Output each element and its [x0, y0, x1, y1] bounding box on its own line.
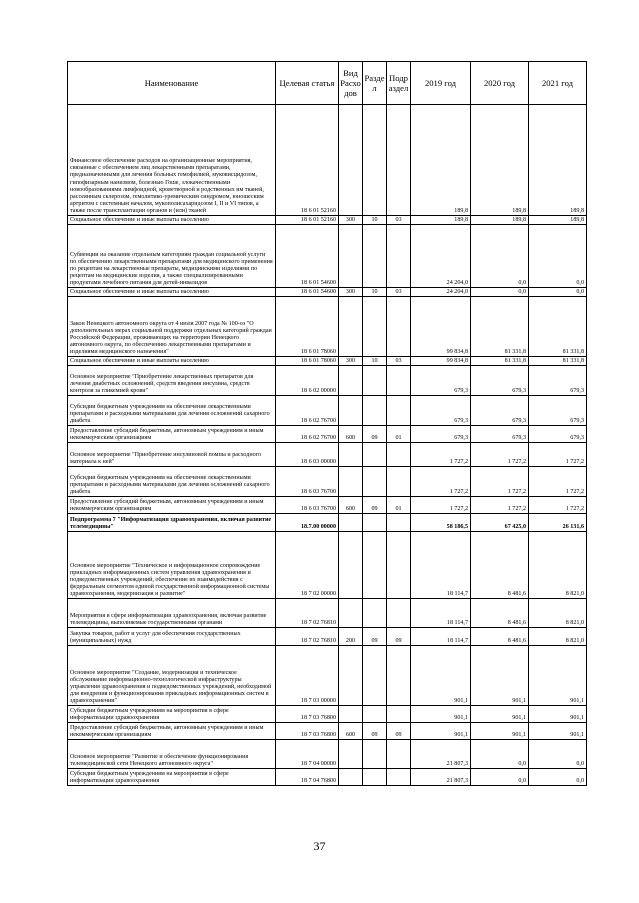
- table-row: [68, 467, 587, 497]
- cell-2021: 0,0: [529, 740, 587, 769]
- table-row: [68, 443, 587, 467]
- cell-name: Финансовое обеспечение расходов на организационные мероприятия, связанные с обеспечением лиц лекарственными препаратами, предназначенными для лечения больных гемофилией, муковисцидозом, гипофизарным нанизмом, болезнью Гоше, злокачественными новообразованиями лимфоидной, кроветворной и родственных им тканей, рассеянным склерозом, гемолитико-уремическим синдромом, юношеским артритом с системным началом, мукополисахаридозом I, II и VI типов, а также после трансплантации органов и (или) тканей: [68, 105, 276, 216]
- cell-expense-type: [339, 514, 363, 532]
- cell-section: [363, 297, 387, 357]
- table-body: [68, 105, 587, 786]
- cell-name: Подпрограмма 7 "Информатизация здравоохранения, включая развитие телемедицины": [68, 514, 276, 532]
- table-row: [68, 723, 587, 740]
- cell-section: [363, 706, 387, 723]
- cell-target-article: 18 6 01 78060: [276, 357, 339, 366]
- cell-section: [363, 467, 387, 497]
- table-row: [68, 225, 587, 288]
- cell-2021: 8 821,0: [529, 599, 587, 628]
- cell-name: Основное мероприятие "Создание, модернизация и техническое обслуживание информационно-технологической инфраструктуры управления здравоохранения и подведомственных учреждений, необходимой для внедрения и функционирования прикладных информационных систем в здравоохранении": [68, 646, 276, 706]
- header-expense-type: Вид Расхо дов: [339, 62, 363, 105]
- cell-expense-type: 600: [339, 497, 363, 514]
- cell-subsection: [387, 514, 411, 532]
- cell-2021: 679,3: [529, 396, 587, 426]
- cell-expense-type: [339, 706, 363, 723]
- cell-name: Субсидии бюджетным учреждениям на мероприятия в сфере информатизации здравоохранения: [68, 769, 276, 786]
- cell-expense-type: [339, 769, 363, 786]
- cell-2021: 8 821,0: [529, 532, 587, 599]
- cell-2019: 21 807,3: [411, 769, 471, 786]
- cell-section: [363, 599, 387, 628]
- cell-expense-type: [339, 467, 363, 497]
- cell-2021: 189,8: [529, 216, 587, 225]
- cell-2019: 1 727,2: [411, 497, 471, 514]
- cell-2020: 901,1: [471, 706, 529, 723]
- cell-target-article: 18 7 02 76810: [276, 599, 339, 628]
- cell-expense-type: 300: [339, 288, 363, 297]
- table-row: [68, 297, 587, 357]
- cell-2020: 1 727,2: [471, 497, 529, 514]
- cell-target-article: 18 6 01 54600: [276, 288, 339, 297]
- cell-expense-type: 300: [339, 357, 363, 366]
- cell-2021: 189,8: [529, 105, 587, 216]
- cell-2020: 901,1: [471, 646, 529, 706]
- cell-subsection: 03: [387, 288, 411, 297]
- header-target-article: Целевая статья: [276, 62, 339, 105]
- table-row: [68, 105, 587, 216]
- cell-expense-type: [339, 740, 363, 769]
- cell-2019: 679,3: [411, 426, 471, 443]
- cell-expense-type: [339, 297, 363, 357]
- cell-subsection: 09: [387, 723, 411, 740]
- cell-2020: 81 331,8: [471, 357, 529, 366]
- table-row: [68, 628, 587, 646]
- cell-2019: 58 186,5: [411, 514, 471, 532]
- cell-subsection: [387, 599, 411, 628]
- cell-expense-type: [339, 646, 363, 706]
- cell-target-article: 18 6 02 76700: [276, 396, 339, 426]
- cell-section: [363, 532, 387, 599]
- cell-name: Основное мероприятие "Техническое и информационное сопровождение прикладных информационных систем управления здравоохранения и подведомственных учреждений, обеспечение их взаимодействия с федеральным сегментом единой государственной информационной системы здравоохранения, модернизация и развитие": [68, 532, 276, 599]
- table-row: [68, 288, 587, 297]
- table-row: [68, 646, 587, 706]
- cell-subsection: [387, 740, 411, 769]
- cell-section: 10: [363, 357, 387, 366]
- cell-2019: 679,3: [411, 366, 471, 396]
- cell-2019: 21 807,3: [411, 740, 471, 769]
- cell-2019: 99 834,8: [411, 357, 471, 366]
- cell-section: 10: [363, 216, 387, 225]
- cell-section: 09: [363, 723, 387, 740]
- cell-2020: 901,1: [471, 723, 529, 740]
- cell-2021: 901,1: [529, 646, 587, 706]
- cell-name: Социальное обеспечение и иные выплаты населению: [68, 216, 276, 225]
- cell-target-article: 18 7 02 76810: [276, 628, 339, 646]
- header-subsection: Подр аздел: [387, 62, 411, 105]
- cell-2019: 24 204,0: [411, 288, 471, 297]
- cell-section: 10: [363, 288, 387, 297]
- cell-target-article: 18 7 02 00000: [276, 532, 339, 599]
- cell-subsection: [387, 297, 411, 357]
- cell-2021: 0,0: [529, 769, 587, 786]
- cell-section: [363, 396, 387, 426]
- cell-2020: 1 727,2: [471, 467, 529, 497]
- cell-subsection: [387, 706, 411, 723]
- cell-subsection: [387, 105, 411, 216]
- table-row: [68, 599, 587, 628]
- cell-2020: 189,8: [471, 216, 529, 225]
- cell-2019: 189,8: [411, 105, 471, 216]
- cell-name: Субсидии бюджетным учреждениям на обеспечение лекарственными препаратами и расходными материалами для лечения осложнений сахарного диабета: [68, 467, 276, 497]
- cell-2020: 8 481,6: [471, 532, 529, 599]
- cell-subsection: 09: [387, 628, 411, 646]
- cell-2020: 0,0: [471, 288, 529, 297]
- cell-subsection: [387, 769, 411, 786]
- cell-2019: 901,1: [411, 723, 471, 740]
- cell-section: [363, 443, 387, 467]
- cell-name: Мероприятия в сфере информатизации здравоохранения, включая развитие телемедицины, выполняемые государственными органами: [68, 599, 276, 628]
- cell-expense-type: [339, 396, 363, 426]
- cell-name: Субсидии бюджетным учреждениям на обеспечение лекарственными препаратами и расходными материалами для лечения осложнений сахарного диабета: [68, 396, 276, 426]
- cell-section: [363, 366, 387, 396]
- page-number: 37: [313, 839, 326, 853]
- cell-subsection: [387, 532, 411, 599]
- cell-target-article: 18 6 03 00000: [276, 443, 339, 467]
- table-row: [68, 396, 587, 426]
- cell-target-article: 18 6 01 52160: [276, 216, 339, 225]
- budget-table: [67, 61, 587, 786]
- cell-target-article: 18 6 01 54600: [276, 225, 339, 288]
- cell-name: Основное мероприятие "Развитие и обеспечение функционирования телемедицинской сети Ненецкого автономного округа": [68, 740, 276, 769]
- cell-subsection: 01: [387, 497, 411, 514]
- cell-2019: 99 834,8: [411, 297, 471, 357]
- table-row: [68, 514, 587, 532]
- table-row: [68, 497, 587, 514]
- cell-expense-type: 600: [339, 426, 363, 443]
- cell-expense-type: [339, 225, 363, 288]
- cell-2021: 901,1: [529, 723, 587, 740]
- header-section: Разде л: [363, 62, 387, 105]
- cell-2021: 81 331,8: [529, 357, 587, 366]
- table-row: [68, 532, 587, 599]
- cell-2019: 18 114,7: [411, 628, 471, 646]
- cell-subsection: 03: [387, 216, 411, 225]
- cell-section: [363, 514, 387, 532]
- cell-2021: 0,0: [529, 225, 587, 288]
- cell-name: Закон Ненецкого автономного округа от 4 июля 2007 года № 100-оз "О дополнительных мерах социальной поддержки отдельных категорий граждан Российской Федерации, проживающих на территории Ненецкого автономного округа, по обеспечению лекарственными препаратами и изделиями медицинского назначения": [68, 297, 276, 357]
- cell-2021: 679,3: [529, 426, 587, 443]
- cell-section: 09: [363, 628, 387, 646]
- cell-expense-type: 200: [339, 628, 363, 646]
- table-row: [68, 357, 587, 366]
- cell-section: 09: [363, 497, 387, 514]
- cell-2019: 1 727,2: [411, 443, 471, 467]
- table-row: [68, 366, 587, 396]
- cell-2021: 81 331,8: [529, 297, 587, 357]
- cell-subsection: [387, 443, 411, 467]
- cell-name: Социальное обеспечение и иные выплаты населению: [68, 357, 276, 366]
- cell-section: [363, 646, 387, 706]
- cell-target-article: 18 6 01 52160: [276, 105, 339, 216]
- cell-subsection: 01: [387, 426, 411, 443]
- cell-subsection: [387, 646, 411, 706]
- cell-section: [363, 769, 387, 786]
- cell-2019: 1 727,2: [411, 467, 471, 497]
- cell-2020: 1 727,2: [471, 443, 529, 467]
- cell-name: Субсидии бюджетным учреждениям на мероприятия в сфере информатизации здравоохранения: [68, 706, 276, 723]
- cell-section: [363, 105, 387, 216]
- cell-target-article: 18 7 03 76800: [276, 723, 339, 740]
- cell-expense-type: [339, 443, 363, 467]
- cell-2020: 679,3: [471, 396, 529, 426]
- cell-target-article: 18 6 03 76700: [276, 467, 339, 497]
- cell-expense-type: [339, 532, 363, 599]
- cell-subsection: [387, 396, 411, 426]
- cell-target-article: 18 6 01 78060: [276, 297, 339, 357]
- cell-2021: 679,3: [529, 366, 587, 396]
- cell-expense-type: [339, 366, 363, 396]
- cell-2020: 67 425,0: [471, 514, 529, 532]
- cell-target-article: 18 7 03 00000: [276, 646, 339, 706]
- cell-2020: 189,8: [471, 105, 529, 216]
- cell-2020: 8 481,6: [471, 628, 529, 646]
- cell-expense-type: 300: [339, 216, 363, 225]
- header-name: Наименование: [68, 62, 276, 105]
- cell-expense-type: [339, 105, 363, 216]
- cell-2020: 8 481,6: [471, 599, 529, 628]
- cell-target-article: 18 6 02 00000: [276, 366, 339, 396]
- cell-2020: 679,3: [471, 426, 529, 443]
- table-row: [68, 740, 587, 769]
- cell-2021: 1 727,2: [529, 467, 587, 497]
- cell-expense-type: [339, 599, 363, 628]
- cell-subsection: [387, 225, 411, 288]
- cell-2019: 901,1: [411, 706, 471, 723]
- cell-2019: 18 114,7: [411, 532, 471, 599]
- cell-target-article: 18 6 03 76700: [276, 497, 339, 514]
- cell-expense-type: 600: [339, 723, 363, 740]
- cell-2020: 0,0: [471, 740, 529, 769]
- cell-2021: 8 821,0: [529, 628, 587, 646]
- cell-name: Социальное обеспечение и иные выплаты населению: [68, 288, 276, 297]
- cell-target-article: 18 7 03 76800: [276, 706, 339, 723]
- header-year-2020: 2020 год: [471, 62, 529, 105]
- cell-section: [363, 225, 387, 288]
- cell-name: Основное мероприятие "Приобретение инсулиновой помпы и расходного материала к ней": [68, 443, 276, 467]
- table-row: [68, 426, 587, 443]
- cell-subsection: [387, 366, 411, 396]
- cell-target-article: 18 7 04 76800: [276, 769, 339, 786]
- cell-subsection: 03: [387, 357, 411, 366]
- cell-2021: 1 727,2: [529, 443, 587, 467]
- cell-2021: 0,0: [529, 288, 587, 297]
- cell-name: Закупка товаров, работ и услуг для обеспечения государственных (муниципальных) нужд: [68, 628, 276, 646]
- table-row: [68, 769, 587, 786]
- cell-target-article: 18.7.00 00000: [276, 514, 339, 532]
- cell-2021: 901,1: [529, 706, 587, 723]
- header-year-2019: 2019 год: [411, 62, 471, 105]
- cell-section: 09: [363, 426, 387, 443]
- cell-name: Субвенции на оказание отдельным категориям граждан социальной услуги по обеспечению лекарственными препаратами для медицинского применения по рецептам на лекарственные препараты, медицинскими изделиями по рецептам на медицинские изделия, а также специализированными продуктами лечебного питания для детей-инвалидов: [68, 225, 276, 288]
- table-row: [68, 706, 587, 723]
- cell-2019: 18 114,7: [411, 599, 471, 628]
- cell-2019: 189,8: [411, 216, 471, 225]
- cell-2020: 0,0: [471, 769, 529, 786]
- cell-2019: 679,3: [411, 396, 471, 426]
- cell-target-article: 18 6 02 76700: [276, 426, 339, 443]
- cell-name: Предоставление субсидий бюджетным, автономным учреждениям и иным некоммерческим организациям: [68, 723, 276, 740]
- cell-name: Основное мероприятие "Приобретение лекарственных препаратов для лечения диабетных осложнений, средств введения инсулина, средств контроля за гликемией крови": [68, 366, 276, 396]
- cell-subsection: [387, 467, 411, 497]
- cell-2020: 81 331,8: [471, 297, 529, 357]
- cell-2019: 24 204,0: [411, 225, 471, 288]
- cell-2020: 0,0: [471, 225, 529, 288]
- cell-2021: 1 727,2: [529, 497, 587, 514]
- header-row: [68, 62, 587, 105]
- cell-name: Предоставление субсидий бюджетным, автономным учреждениям и иным некоммерческим организациям: [68, 497, 276, 514]
- cell-name: Предоставление субсидий бюджетным, автономным учреждениям и иным некоммерческим организациям: [68, 426, 276, 443]
- table-row: [68, 216, 587, 225]
- cell-2021: 26 131,6: [529, 514, 587, 532]
- header-year-2021: 2021 год: [529, 62, 587, 105]
- cell-target-article: 18 7 04 00000: [276, 740, 339, 769]
- cell-2020: 679,3: [471, 366, 529, 396]
- cell-section: [363, 740, 387, 769]
- cell-2019: 901,1: [411, 646, 471, 706]
